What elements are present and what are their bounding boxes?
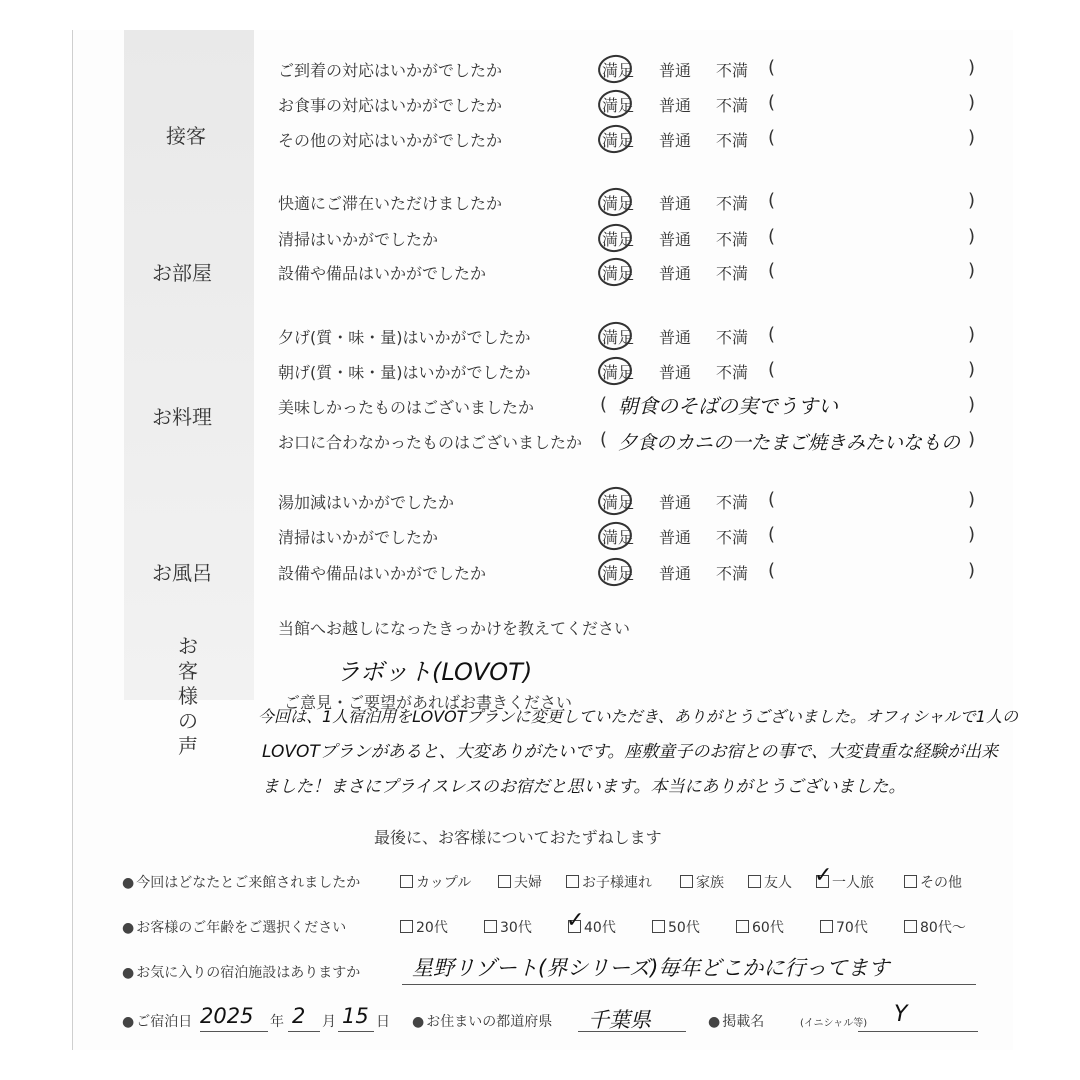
paren-open: ( [768, 190, 776, 211]
checkbox[interactable] [498, 875, 511, 888]
question-arrival: ご到着の対応はいかがでしたか [278, 61, 503, 80]
section-voice: お客様の声 [178, 634, 198, 758]
paren-close: ) [968, 359, 976, 380]
opinion-prompt: ご意見・ご要望があればお書きください [284, 693, 573, 712]
rating-normal[interactable]: 普通 [659, 194, 692, 213]
age-option[interactable] [904, 917, 966, 937]
paren-open: ( [600, 394, 608, 415]
paren-open: ( [768, 92, 776, 113]
rating-dissatisfied[interactable]: 不満 [716, 363, 749, 382]
stay-year[interactable]: 2025 [200, 1004, 254, 1028]
age-option[interactable] [652, 917, 700, 937]
checkbox-label: その他 [920, 875, 962, 891]
section-bath: お風呂 [152, 561, 212, 585]
stay-label: ● ご宿泊日 [122, 1011, 192, 1031]
favorite-answer[interactable]: 星野リゾート(界シリーズ)毎年どこかに行ってます [412, 956, 890, 980]
checkbox[interactable] [820, 920, 833, 933]
paren-close: ) [968, 57, 976, 78]
rating-dissatisfied[interactable]: 不満 [716, 194, 749, 213]
checkbox-label: 60代 [752, 920, 784, 936]
question-room-cleaning: 清掃はいかがでしたか [278, 230, 439, 249]
companion-option[interactable] [904, 872, 962, 892]
rating-normal[interactable]: 普通 [659, 528, 692, 547]
prefecture-label: ● お住まいの都道府県 [412, 1011, 552, 1031]
rating-satisfied[interactable]: 満足 [602, 564, 635, 583]
rating-dissatisfied[interactable]: 不満 [716, 96, 749, 115]
final-title: 最後に、お客様についておたずねします [374, 828, 662, 847]
prefecture-answer[interactable]: 千葉県 [588, 1008, 651, 1032]
paren-close: ) [968, 560, 976, 581]
rating-satisfied[interactable]: 満足 [602, 493, 635, 512]
checkbox-label: カップル [416, 875, 472, 891]
rating-dissatisfied[interactable]: 不満 [716, 131, 749, 150]
favorite-label: ● お気に入りの宿泊施設はありますか [122, 962, 360, 982]
age-option[interactable] [484, 917, 532, 937]
question-meal-service: お食事の対応はいかがでしたか [278, 96, 503, 115]
rating-normal[interactable]: 普通 [659, 564, 692, 583]
section-service: 接客 [166, 124, 206, 148]
rating-dissatisfied[interactable]: 不満 [716, 230, 749, 249]
stay-day[interactable]: 15 [342, 1004, 369, 1028]
answer-not-tasty[interactable]: 夕食のカニの一たまご焼きみたいなもの [618, 432, 961, 454]
checkbox-label: 一人旅 [832, 875, 874, 891]
paren-open: ( [768, 260, 776, 281]
rating-normal[interactable]: 普通 [659, 131, 692, 150]
rating-satisfied[interactable]: 満足 [602, 328, 635, 347]
paren-close: ) [968, 489, 976, 510]
paren-close: ) [968, 92, 976, 113]
rating-satisfied[interactable]: 満足 [602, 363, 635, 382]
section-cuisine: お料理 [152, 405, 212, 429]
question-bath-temp: 湯加減はいかがでしたか [278, 493, 455, 512]
rating-normal[interactable]: 普通 [659, 264, 692, 283]
checkbox-label: 80代〜 [920, 920, 966, 936]
paren-open: ( [768, 127, 776, 148]
section-room: お部屋 [152, 261, 212, 285]
question-other-service: その他の対応はいかがでしたか [278, 131, 503, 150]
paren-close: ) [968, 190, 976, 211]
favorite-underline [402, 984, 976, 985]
month-underline [288, 1031, 320, 1032]
rating-normal[interactable]: 普通 [659, 328, 692, 347]
stay-month-unit: 月 [322, 1014, 336, 1030]
checkbox-label: 30代 [500, 920, 532, 936]
checkbox-label: 50代 [668, 920, 700, 936]
rating-satisfied[interactable]: 満足 [602, 131, 635, 150]
opinion-line-1[interactable]: 今回は、1人宿泊用をLOVOTプランに変更していただき、ありがとうございました。オフィシャルで1人の [258, 707, 1018, 726]
question-tasty: 美味しかったものはございましたか [278, 398, 535, 417]
rating-dissatisfied[interactable]: 不満 [716, 528, 749, 547]
checkbox-label: 40代 [584, 920, 616, 936]
companion-option[interactable] [748, 872, 792, 892]
answer-tasty[interactable]: 朝食のそばの実でうすい [618, 394, 838, 418]
question-comfort: 快適にご滞在いただけましたか [278, 194, 503, 213]
checkbox[interactable] [904, 875, 917, 888]
checkbox-label: 20代 [416, 920, 448, 936]
age-label: ● お客様のご年齢をご選択ください [122, 917, 346, 937]
check-mark-icon: ✓ [566, 908, 585, 933]
question-bath-equipment: 設備や備品はいかがでしたか [278, 564, 487, 583]
checkbox[interactable] [400, 875, 413, 888]
checkbox[interactable] [736, 920, 749, 933]
rating-normal[interactable]: 普通 [659, 96, 692, 115]
paren-open: ( [768, 57, 776, 78]
rating-normal[interactable]: 普通 [659, 61, 692, 80]
checkbox[interactable] [652, 920, 665, 933]
question-dinner: 夕げ(質・味・量)はいかがでしたか [278, 328, 531, 347]
check-mark-icon: ✓ [814, 863, 833, 888]
rating-satisfied[interactable]: 満足 [602, 96, 635, 115]
question-room-equipment: 設備や備品はいかがでしたか [278, 264, 487, 283]
reason-answer[interactable]: ラボット(LOVOT) [336, 658, 533, 686]
rating-dissatisfied[interactable]: 不満 [716, 564, 749, 583]
reason-prompt: 当館へお越しになったきっかけを教えてください [278, 619, 631, 638]
question-bath-cleaning: 清掃はいかがでしたか [278, 528, 439, 547]
companion-option[interactable] [566, 872, 652, 892]
checkbox[interactable] [484, 920, 497, 933]
name-underline [858, 1031, 978, 1032]
paren-close: ) [968, 260, 976, 281]
rating-normal[interactable]: 普通 [659, 493, 692, 512]
question-not-tasty: お口に合わなかったものはございましたか [278, 433, 583, 452]
paren-close: ) [968, 524, 976, 545]
rating-satisfied[interactable]: 満足 [602, 230, 635, 249]
paren-close: ) [968, 324, 976, 345]
day-underline [338, 1031, 374, 1032]
paren-open: ( [768, 359, 776, 380]
rating-normal[interactable]: 普通 [659, 363, 692, 382]
rating-dissatisfied[interactable]: 不満 [716, 264, 749, 283]
paren-close: ) [968, 127, 976, 148]
rating-satisfied[interactable]: 満足 [602, 264, 635, 283]
checkbox[interactable] [566, 875, 579, 888]
companion-option[interactable] [680, 872, 724, 892]
rating-dissatisfied[interactable]: 不満 [716, 493, 749, 512]
paren-close: ) [968, 429, 976, 450]
checkbox-label: 70代 [836, 920, 868, 936]
checkbox[interactable] [748, 875, 761, 888]
checkbox-label: 夫婦 [514, 875, 542, 891]
prefecture-underline [578, 1031, 686, 1032]
name-note: (イニシャル等) [800, 1018, 868, 1029]
paren-close: ) [968, 226, 976, 247]
checkbox-label: 家族 [696, 875, 724, 891]
checkbox[interactable] [904, 920, 917, 933]
stay-year-unit: 年 [270, 1014, 284, 1030]
companion-label: ● 今回はどなたとご来館されましたか [122, 872, 360, 892]
paren-open: ( [768, 324, 776, 345]
age-option[interactable] [736, 917, 784, 937]
age-option[interactable] [820, 917, 868, 937]
rating-satisfied[interactable]: 満足 [602, 61, 635, 80]
checkbox[interactable] [400, 920, 413, 933]
paren-open: ( [768, 524, 776, 545]
stay-month[interactable]: 2 [292, 1004, 306, 1028]
paren-open: ( [768, 489, 776, 510]
checkbox[interactable] [680, 875, 693, 888]
paren-open: ( [768, 560, 776, 581]
age-option[interactable] [400, 917, 448, 937]
name-label: ● 掲載名 [708, 1011, 764, 1031]
companion-option[interactable] [400, 872, 471, 892]
companion-option[interactable] [498, 872, 542, 892]
opinion-line-2[interactable]: LOVOTプランがあると、大変ありがたいです。座敷童子のお宿との事で、大変貴重な経験が出来 [262, 742, 999, 762]
paren-open: ( [600, 429, 608, 450]
stay-day-unit: 日 [376, 1014, 390, 1030]
rating-satisfied[interactable]: 満足 [602, 194, 635, 213]
opinion-line-3[interactable]: ました！まさにプライスレスのお宿だと思います。本当にありがとうございました。 [262, 777, 906, 797]
question-breakfast: 朝げ(質・味・量)はいかがでしたか [278, 363, 531, 382]
checkbox-label: お子様連れ [582, 875, 652, 891]
checkbox-label: 友人 [764, 875, 792, 891]
paren-close: ) [968, 394, 976, 415]
rating-dissatisfied[interactable]: 不満 [716, 328, 749, 347]
rating-satisfied[interactable]: 満足 [602, 528, 635, 547]
rating-normal[interactable]: 普通 [659, 230, 692, 249]
paren-open: ( [768, 226, 776, 247]
year-underline [200, 1031, 268, 1032]
name-answer[interactable]: Y [894, 1002, 908, 1027]
rating-dissatisfied[interactable]: 不満 [716, 61, 749, 80]
